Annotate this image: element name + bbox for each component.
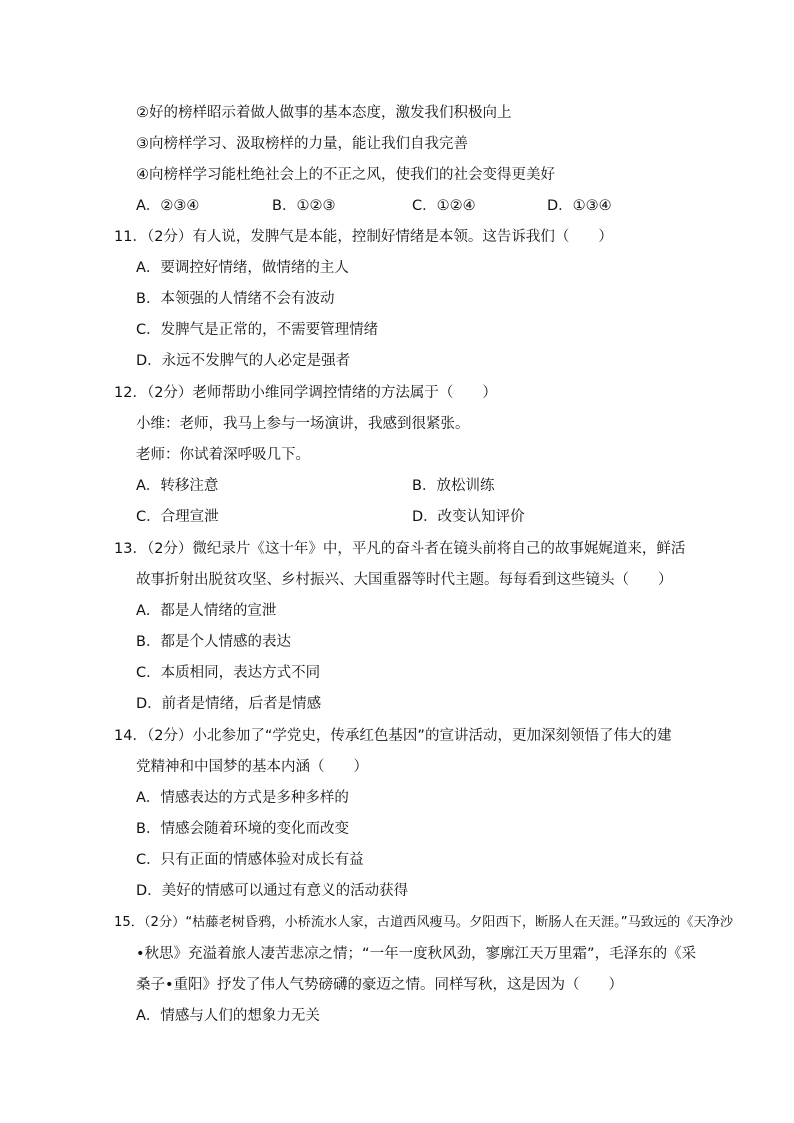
question-13-stem-line-1: 13．（2分）微纪录片《这十年》中，平凡的奋斗者在镜头前将自己的故事娓娓道来，鲜活 — [114, 541, 686, 557]
question-11-option-a: A．要调控好情绪，做情绪的主人 — [136, 260, 349, 276]
question-13-option-c: C．本质相同，表达方式不同 — [136, 665, 321, 681]
question-12-option-d: D．改变认知评价 — [412, 509, 525, 525]
question-15-stem-line-2: •秋思》充溢着旅人凄苦悲凉之情；“一年一度秋风劲，寥廓江天万里霜”，毛泽东的《采 — [136, 946, 697, 962]
question-13-option-a: A．都是人情绪的宣泄 — [136, 603, 277, 619]
question-12-dialogue-teacher: 老师：你试着深呼吸几下。 — [136, 447, 310, 463]
option-d: D．①③④ — [547, 198, 612, 214]
option-c: C．①②④ — [412, 198, 476, 214]
question-15-option-a: A．情感与人们的想象力无关 — [136, 1008, 320, 1024]
question-13-option-b: B．都是个人情感的表达 — [136, 634, 291, 650]
question-14-stem-line-1: 14．（2分）小北参加了“学党史，传承红色基因”的宣讲活动，更加深刻领悟了伟大的建 — [114, 728, 672, 744]
question-15-stem-line-3: 桑子•重阳》抒发了伟人气势磅礴的豪迈之情。同样写秋，这是因为（ ） — [136, 977, 624, 993]
question-14-option-b: B．情感会随着环境的变化而改变 — [136, 821, 349, 837]
question-12-option-b: B．放松训练 — [412, 478, 495, 494]
question-11-stem: 11．（2分）有人说，发脾气是本能，控制好情绪是本领。这告诉我们（ ） — [114, 229, 613, 245]
question-15-stem-line-1: 15．（2分）“枯藤老树昏鸦，小桥流水人家，古道西风瘦马。夕阳西下，断肠人在天涯。”马致远的《天净沙 — [114, 915, 734, 930]
question-11-option-c: C．发脾气是正常的，不需要管理情绪 — [136, 322, 379, 338]
option-a: A．②③④ — [136, 198, 200, 214]
question-14-stem-line-2: 党精神和中国梦的基本内涵（ ） — [136, 759, 368, 775]
question-14-option-a: A．情感表达的方式是多种多样的 — [136, 790, 349, 806]
question-14-option-d: D．美好的情感可以通过有意义的活动获得 — [136, 883, 409, 899]
statement-4: ④向榜样学习能杜绝社会上的不正之风，使我们的社会变得更美好 — [136, 167, 555, 183]
statement-3: ③向榜样学习、汲取榜样的力量，能让我们自我完善 — [136, 136, 468, 152]
question-12-dialogue-student: 小维：老师，我马上参与一场演讲，我感到很紧张。 — [136, 416, 470, 432]
statement-2: ②好的榜样昭示着做人做事的基本态度，激发我们积极向上 — [136, 105, 512, 121]
question-12-option-a: A．转移注意 — [136, 478, 219, 494]
question-13-stem-line-2: 故事折射出脱贫攻坚、乡村振兴、大国重器等时代主题。每每看到这些镜头（ ） — [136, 572, 673, 588]
question-11-option-d: D．永远不发脾气的人必定是强者 — [136, 353, 351, 369]
option-b: B．①②③ — [272, 198, 336, 214]
question-14-option-c: C．只有正面的情感体验对成长有益 — [136, 852, 364, 868]
question-11-option-b: B．本领强的人情绪不会有波动 — [136, 291, 335, 307]
question-13-option-d: D．前者是情绪，后者是情感 — [136, 696, 322, 712]
question-12-option-c: C．合理宣泄 — [136, 509, 219, 525]
question-12-stem: 12．（2分）老师帮助小维同学调控情绪的方法属于（ ） — [114, 385, 497, 401]
